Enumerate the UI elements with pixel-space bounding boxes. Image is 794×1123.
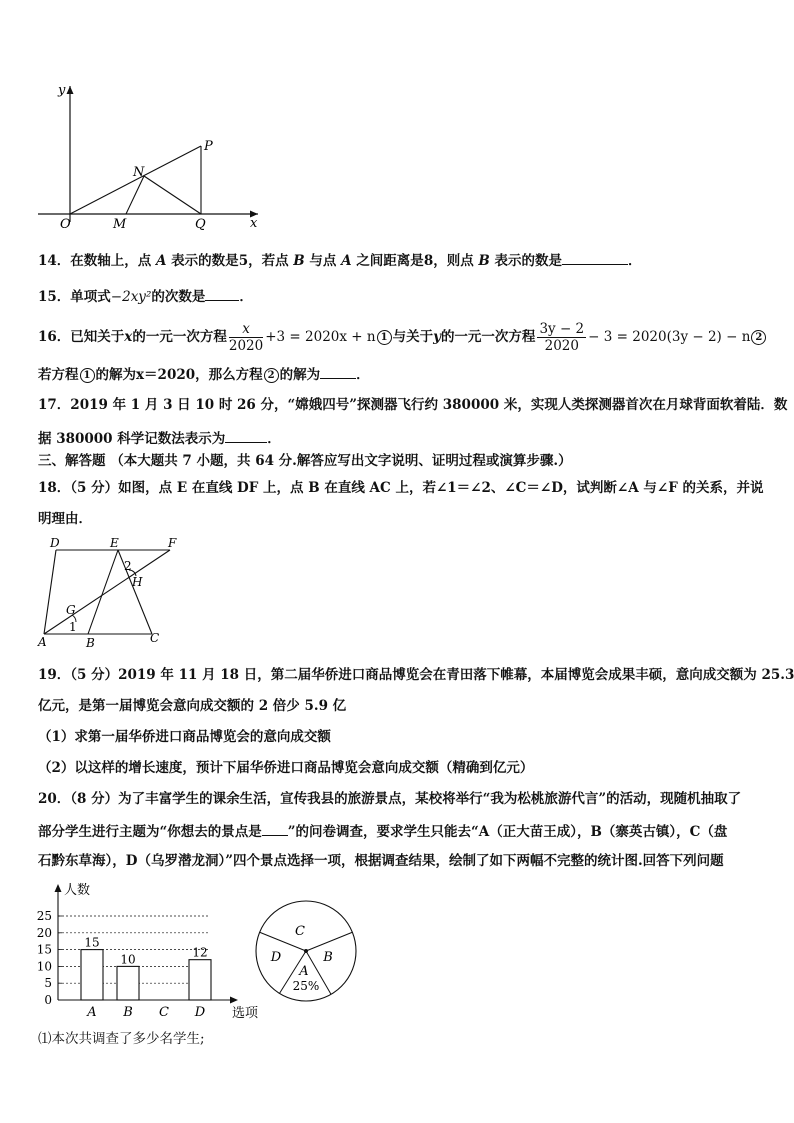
bar-value-label: 10 (120, 952, 136, 967)
q15-text: 单项式 (70, 289, 111, 305)
q16-frac1-num: x (229, 321, 263, 338)
line-da (44, 550, 56, 634)
question-16-line2 (38, 364, 370, 384)
y-tick-label: 5 (44, 976, 52, 991)
label-angle-1: 1 (69, 620, 77, 634)
q16-eq1-rest: +3 = 2020x + n (265, 329, 376, 345)
question-20-line3: 石黔东草海），D（乌罗潜龙洞）”四个景点选择一项，根据调查结果，绘制了如下两幅不完整的统计图.回答下列问题 (38, 853, 724, 869)
segment-mn (126, 176, 144, 214)
question-14 (38, 250, 642, 270)
label-angle-2: 2 (124, 559, 132, 573)
x-tick-label: C (159, 1005, 169, 1020)
parallel-lines-figure (36, 534, 196, 650)
q16-end: ． (356, 367, 370, 383)
y-tick-label: 0 (44, 993, 52, 1007)
q17-end: ． (267, 431, 281, 447)
q14-value-5: 5 (238, 253, 249, 269)
question-20-line1: 20．（8 分）为了丰富学生的课余生活，宣传我县的旅游景点，某校将举行“我为松桃旅游代言”的活动，现随机抽取了 (38, 791, 742, 807)
q15-end: ． (239, 289, 253, 305)
q14-text: 在数轴上，点 (70, 253, 156, 269)
label-b: B (86, 636, 95, 650)
pie-label-C: C (295, 924, 305, 939)
line-af (44, 550, 170, 634)
pie-label-D: D (270, 950, 282, 965)
q14-var-a: A (156, 253, 167, 269)
q16-var-y: y (433, 329, 441, 345)
q14-text-f: ，则点 (433, 253, 479, 269)
label-o: O (60, 217, 71, 232)
q15-answer-blank[interactable] (205, 286, 239, 301)
q16-answer-blank[interactable] (320, 364, 356, 379)
q16-text-d: 的一元一次方程 (440, 329, 536, 345)
q15-expression: −2xy² (110, 289, 152, 305)
q15-number: 15． (38, 289, 71, 305)
q16-line2-a: 若方程 (38, 367, 79, 383)
q16-text-b: 的一元一次方程 (132, 329, 227, 345)
q16-text-c: 与关于 (392, 329, 434, 345)
bar-value-label: 15 (84, 935, 100, 950)
q14-var-a2: A (341, 253, 352, 269)
label-c: C (150, 631, 160, 645)
x-axis-label: 选项 (232, 1006, 259, 1021)
q16-line2-e: 的解为 (279, 367, 321, 383)
question-19-line1: 19．（5 分）2019 年 11 月 18 日，第二届华侨进口商品博览会在青田落下帷幕，本届博览会成果丰硕，意向成交额为 25.3 (38, 667, 794, 683)
coordinate-figure (30, 80, 270, 230)
segment-op (70, 146, 201, 214)
section-3-header: 三、解答题 （本大题共 7 小题，共 64 分.解答应写出文字说明、证明过程或演算步骤.） (38, 453, 572, 469)
bar-B (117, 966, 139, 1000)
q16-frac1-den: 2020 (228, 338, 264, 354)
label-d: D (50, 536, 60, 550)
label-m: M (113, 217, 127, 232)
bar-value-label: 12 (192, 945, 208, 960)
label-g: G (66, 603, 76, 617)
bar-A (81, 950, 103, 1000)
question-20-line2 (38, 821, 727, 841)
q14-text-c: ，若点 (248, 253, 294, 269)
line-eb (88, 550, 118, 634)
q20-survey-blank[interactable] (262, 821, 288, 836)
x-axis-arrow-icon (230, 997, 238, 1004)
q16-line2-b: 的解为 (95, 367, 136, 383)
q16-frac2-den: 2020 (544, 338, 579, 354)
q16-var-x: x (124, 329, 133, 345)
y-tick-label: 15 (36, 942, 52, 957)
q17-line2: 据 380000 科学记数法表示为 (38, 431, 226, 447)
q14-text-d: 与点 (304, 253, 342, 269)
q20-line2-a: 部分学生进行主题为“你想去的景点是 (38, 824, 262, 840)
pie-chart (250, 895, 362, 1007)
x-tick-label: D (194, 1005, 206, 1020)
x-tick-label: B (123, 1005, 133, 1020)
question-17-line2 (38, 428, 281, 448)
y-axis-arrow-icon (55, 884, 62, 892)
pie-percent-a: 25% (292, 979, 320, 993)
q14-text-e: 之间距离是 (351, 253, 424, 269)
q16-line2-d: ，那么方程 (195, 367, 263, 383)
question-18-line2: 明理由． (38, 511, 92, 527)
q20-line2-b: ”的问卷调查，要求学生只能去“A（正大苗王成），B（寨英古镇），C（盘 (287, 824, 728, 840)
y-tick-label: 25 (36, 909, 52, 923)
q15-text-b: 的次数是 (151, 289, 206, 305)
q17-number: 17． (38, 397, 71, 413)
question-19-line2: 亿元，是第一届博览会意向成交额的 2 倍少 5.9 亿 (38, 698, 347, 714)
circled-2-icon: 2 (751, 330, 766, 345)
circled-2-icon: 2 (264, 368, 279, 383)
y-axis-arrow-icon (67, 86, 74, 94)
q16-frac2-num: 3y − 2 (539, 321, 585, 337)
question-16-line1 (38, 318, 767, 356)
y-axis-label: 人数 (64, 883, 91, 898)
question-20-sub1: ⑴本次共调查了多少名学生; (38, 1031, 205, 1047)
label-f: F (168, 536, 177, 550)
q16-fraction-2 (537, 321, 586, 354)
y-tick-label: 20 (36, 925, 52, 940)
x-tick-label: A (87, 1005, 97, 1020)
q14-end: ． (628, 253, 642, 269)
q14-var-b2: B (478, 253, 490, 269)
q16-line2-c: x＝2020 (136, 367, 196, 383)
label-x: x (250, 216, 258, 231)
q17-text: 2019 年 1 月 3 日 10 时 26 分，“嫦娥四号”探测器飞行约 380000 米，实现人类探测器首次在月球背面软着陆．数 (70, 397, 788, 413)
y-tick-label: 10 (36, 959, 52, 974)
q14-value-8: 8 (423, 253, 434, 269)
q16-number: 16． (38, 329, 71, 345)
label-n: N (133, 165, 145, 180)
q17-answer-blank[interactable] (225, 428, 267, 443)
label-e: E (110, 536, 119, 550)
question-15 (38, 286, 253, 306)
question-19-sub2: （2）以这样的增长速度，预计下届华侨进口商品博览会意向成交额（精确到亿元） (38, 760, 534, 776)
circled-1-icon: 1 (80, 368, 95, 383)
q14-text-b: 表示的数是 (166, 253, 239, 269)
question-17-line1 (38, 396, 787, 414)
q14-text-g: 表示的数是 (489, 253, 563, 269)
q14-number: 14． (38, 253, 71, 269)
q14-var-b: B (293, 253, 305, 269)
pie-label-A: A (299, 964, 309, 979)
segment-nq (144, 176, 201, 214)
question-18-line1: 18．（5 分）如图，点 E 在直线 DF 上，点 B 在直线 AC 上，若∠1＝∠2、∠C＝∠D，试判断∠A 与∠F 的关系，并说 (38, 480, 764, 496)
question-19-sub1: （1）求第一届华侨进口商品博览会的意向成交额 (38, 729, 331, 745)
label-p: P (204, 139, 213, 154)
pie-center (304, 949, 308, 953)
label-h: H (132, 575, 143, 589)
bar-D (189, 960, 211, 1000)
pie-label-B: B (323, 950, 333, 965)
label-y: y (58, 83, 66, 98)
q14-answer-blank[interactable] (562, 250, 628, 265)
circled-1-icon: 1 (377, 330, 392, 345)
q16-text-a: 已知关于 (70, 329, 125, 345)
label-q: Q (195, 217, 206, 232)
bar-chart (30, 878, 259, 1021)
q16-fraction-1 (229, 321, 263, 354)
q16-eq2-rest: − 3 = 2020(3y − 2) − n (588, 329, 751, 345)
label-a: A (38, 635, 47, 649)
